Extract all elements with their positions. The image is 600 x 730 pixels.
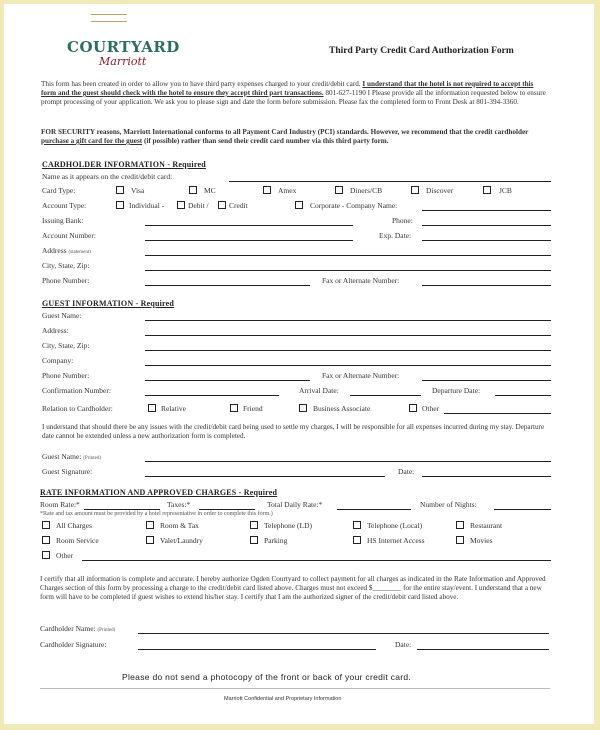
guest-date-label: Date: — [398, 467, 415, 476]
card-amex-label: Amex — [278, 186, 297, 195]
card-type-label: Card Type: — [42, 186, 76, 195]
guest-phone-field[interactable] — [145, 380, 310, 381]
cardholder-heading: CARDHOLDER INFORMATION - Required — [42, 160, 206, 169]
relation-relative-checkbox[interactable] — [148, 404, 156, 412]
nights-field[interactable] — [494, 509, 551, 510]
cardholder-fax-label: Fax or Alternate Number: — [322, 276, 400, 285]
room-rate-label: Room Rate:* — [40, 500, 80, 509]
address-label-text: Address — [42, 246, 67, 255]
card-mc-label: MC — [204, 186, 216, 195]
charge-phone-ld-checkbox[interactable] — [250, 521, 258, 529]
guest-statement: I understand that should there be any issues with the credit/debit card being used to settle my charges, I will be responsible for all expenses incurred during my stay. Departure date cannot be extended unless a new authorization form is completed. — [42, 423, 545, 440]
cardholder-city-label: City, State, Zip: — [42, 261, 90, 270]
account-credit-label: Credit — [229, 201, 248, 210]
charge-phone-local-checkbox[interactable] — [353, 521, 361, 529]
cardholder-city-field[interactable] — [145, 270, 551, 271]
intro-text-continued: 801-627-1190 I Please provide all the information requested below to ensure prompt processing of your application. We ask you to please sign and date the form before submission. Please fax the completed form to Front Desk at 801-394-3360. — [41, 89, 546, 106]
cardholder-printed-name-label — [40, 624, 115, 633]
bank-phone-field[interactable] — [422, 225, 551, 226]
account-type-label: Account Type: — [42, 201, 87, 210]
cardholder-printed-name-field[interactable] — [138, 633, 549, 634]
charge-valet-checkbox[interactable] — [146, 536, 154, 544]
cardholder-phone-field[interactable] — [145, 285, 310, 286]
guest-fax-field[interactable] — [422, 380, 551, 381]
account-number-label: Account Number: — [42, 231, 96, 240]
brand-sub-logo: Marriott — [99, 55, 147, 68]
card-jcb-checkbox[interactable] — [483, 186, 491, 194]
certification-text: I certify that all information is complete and accurate. I hereby authorize Ogden Courtyard to collect payment for all charges as indicated in the Rate Information and Approved Charges section of this form by processing a charge to the credit/debit card listed above. Charges must not exceed $________ for the entire stay/event. I understand that a new form will have to be completed if guest wishes to extend his/her stay. I certify that I am the authorized signer of the credit/debit card listed above. — [40, 575, 546, 601]
charge-room-service-checkbox[interactable] — [42, 536, 50, 544]
relation-friend-label: Friend — [243, 404, 263, 413]
charge-internet-label: HS Internet Access — [367, 536, 425, 545]
charge-internet-checkbox[interactable] — [353, 536, 361, 544]
security-emphasis: purchase a gift card for the guest — [41, 137, 143, 145]
relation-other-checkbox[interactable] — [409, 404, 417, 412]
charge-other-field[interactable] — [82, 560, 551, 561]
exp-date-field[interactable] — [422, 240, 551, 241]
charge-restaurant-label: Restaurant — [470, 521, 503, 530]
charge-room-tax-label: Room & Tax — [160, 521, 199, 530]
photocopy-notice: Please do not send a photocopy of the front or back of your credit card. — [122, 672, 412, 682]
guest-printed-note: (Printed) — [83, 456, 102, 461]
rate-heading: RATE INFORMATION AND APPROVED CHARGES - Required — [40, 488, 278, 497]
charge-room-service-label: Room Service — [56, 536, 99, 545]
guest-address-label: Address: — [42, 326, 69, 335]
form-title: Third Party Credit Card Authorization Form — [329, 46, 514, 56]
account-debit-label: Debit / — [188, 201, 209, 210]
confirmation-label: Confirmation Number: — [42, 386, 111, 395]
security-text: FOR SECURITY reasons, Marriott International conforms to all Payment Card Industry (PCI) standards. However, we recommend that the credit cardholder — [41, 128, 529, 136]
exp-date-label: Exp. Date: — [379, 231, 412, 240]
cardholder-date-label: Date: — [395, 640, 412, 649]
cardholder-fax-field[interactable] — [422, 285, 551, 286]
guest-address-field[interactable] — [145, 335, 551, 336]
relation-relative-label: Relative — [161, 404, 186, 413]
arrival-label: Arrival Date: — [299, 386, 339, 395]
charge-room-tax-checkbox[interactable] — [146, 521, 154, 529]
security-paragraph — [41, 128, 549, 146]
charge-restaurant-checkbox[interactable] — [456, 521, 464, 529]
relation-label: Relation to Cardholder: — [42, 404, 113, 413]
cardholder-signature-field[interactable] — [138, 649, 376, 650]
account-corporate-checkbox[interactable] — [295, 201, 303, 209]
guest-printed-name-text: Guest Name: — [42, 452, 82, 461]
taxes-label: Taxes:* — [167, 500, 191, 509]
intro-emphasis: I understand that the hotel is not required to accept this form and the guest should check with the hotel to ensure they accept third part transactions. — [41, 80, 534, 97]
guest-signature-label: Guest Signature: — [42, 467, 93, 476]
relation-other-field[interactable] — [444, 413, 551, 414]
security-text-continued: (if possible) rather than send their credit card number via this third party form. — [142, 137, 389, 145]
charge-parking-label: Parking — [264, 536, 288, 545]
address-note: (statement) — [68, 250, 91, 255]
charge-other-checkbox[interactable] — [42, 551, 50, 559]
footer-rule — [40, 688, 550, 689]
guest-company-field[interactable] — [145, 365, 551, 366]
relation-friend-checkbox[interactable] — [230, 404, 238, 412]
issuing-bank-label: Issuing Bank: — [42, 216, 84, 225]
cardholder-address-field[interactable] — [145, 255, 551, 256]
relation-business-label: Business Associate — [313, 404, 371, 413]
brand-logo: COURTYARD — [67, 38, 180, 56]
charge-phone-ld-label: Telephone (LD) — [264, 521, 312, 530]
form-page — [4, 4, 594, 724]
card-visa-checkbox[interactable] — [116, 186, 124, 194]
account-individual-checkbox[interactable] — [116, 201, 124, 209]
relation-business-checkbox[interactable] — [299, 404, 307, 412]
guest-heading: GUEST INFORMATION - Required — [42, 299, 175, 308]
cardholder-printed-name-text: Cardholder Name: — [40, 624, 96, 633]
taxes-field[interactable] — [199, 509, 255, 510]
issuing-bank-field[interactable] — [145, 225, 353, 226]
guest-city-field[interactable] — [145, 350, 551, 351]
guest-date-field[interactable] — [422, 476, 551, 477]
charge-phone-local-label: Telephone (Local) — [367, 521, 423, 530]
guest-phone-label: Phone Number: — [42, 371, 90, 380]
account-number-field[interactable] — [145, 240, 353, 241]
card-mc-checkbox[interactable] — [189, 186, 197, 194]
total-daily-label: Total Daily Rate:* — [267, 500, 323, 509]
account-individual-label: Individual - — [129, 201, 165, 210]
card-diners-label: Diners/CB — [350, 186, 383, 195]
card-diners-checkbox[interactable] — [335, 186, 343, 194]
cardholder-signature-label: Cardholder Signature: — [40, 640, 107, 649]
charge-all-checkbox[interactable] — [42, 521, 50, 529]
cardholder-date-field[interactable] — [417, 649, 549, 650]
intro-text: This form has been created in order to allow you to have third party expenses charged to your credit/debit card. — [41, 80, 363, 88]
guest-signature-field[interactable] — [145, 476, 385, 477]
cardholder-printed-note: (Printed) — [97, 628, 116, 633]
card-visa-label: Visa — [131, 186, 145, 195]
guest-company-label: Company: — [42, 356, 74, 365]
card-jcb-label: JCB — [499, 186, 512, 195]
guest-printed-name-field[interactable] — [145, 461, 551, 462]
account-debit-checkbox[interactable] — [177, 201, 185, 209]
cardholder-address-label — [42, 246, 91, 255]
arrival-field[interactable] — [350, 395, 421, 396]
charge-movies-label: Movies — [470, 536, 493, 545]
account-corporate-label: Corporate - Company Name: — [310, 201, 398, 210]
charge-all-label: All Charges — [56, 521, 92, 530]
name-on-card-label: Name as it appears on the credit/debit card: — [42, 172, 173, 181]
rate-note: *Rate and tax amount must be provided by a hotel representative in order to complete this form.) — [40, 511, 273, 517]
total-daily-field[interactable] — [337, 509, 411, 510]
confirmation-field[interactable] — [145, 395, 279, 396]
company-name-field[interactable] — [422, 210, 551, 211]
nights-label: Number of Nights: — [420, 500, 477, 509]
charge-movies-checkbox[interactable] — [456, 536, 464, 544]
cardholder-phone-label: Phone Number: — [42, 276, 90, 285]
charge-parking-checkbox[interactable] — [250, 536, 258, 544]
relation-other-label: Other — [422, 404, 440, 413]
charge-other-label: Other — [56, 551, 74, 560]
room-rate-field[interactable] — [84, 509, 160, 510]
logo-ornament — [91, 14, 127, 22]
card-discover-label: Discover — [426, 186, 454, 195]
departure-field[interactable] — [495, 395, 551, 396]
guest-printed-name-label — [42, 452, 101, 461]
card-amex-checkbox[interactable] — [263, 186, 271, 194]
account-credit-checkbox[interactable] — [218, 201, 226, 209]
confidential-notice: Marriott Confidential and Proprietary Information — [224, 696, 342, 702]
card-discover-checkbox[interactable] — [411, 186, 419, 194]
charge-valet-label: Valet/Laundry — [160, 536, 203, 545]
guest-city-label: City, State, Zip: — [42, 341, 90, 350]
intro-paragraph — [41, 80, 549, 107]
name-on-card-field[interactable] — [229, 181, 551, 182]
guest-fax-label: Fax or Alternate Number: — [322, 371, 400, 380]
guest-name-label: Guest Name: — [42, 311, 82, 320]
bank-phone-label: Phone: — [392, 216, 413, 225]
guest-name-field[interactable] — [145, 320, 551, 321]
departure-label: Departure Date: — [432, 386, 481, 395]
